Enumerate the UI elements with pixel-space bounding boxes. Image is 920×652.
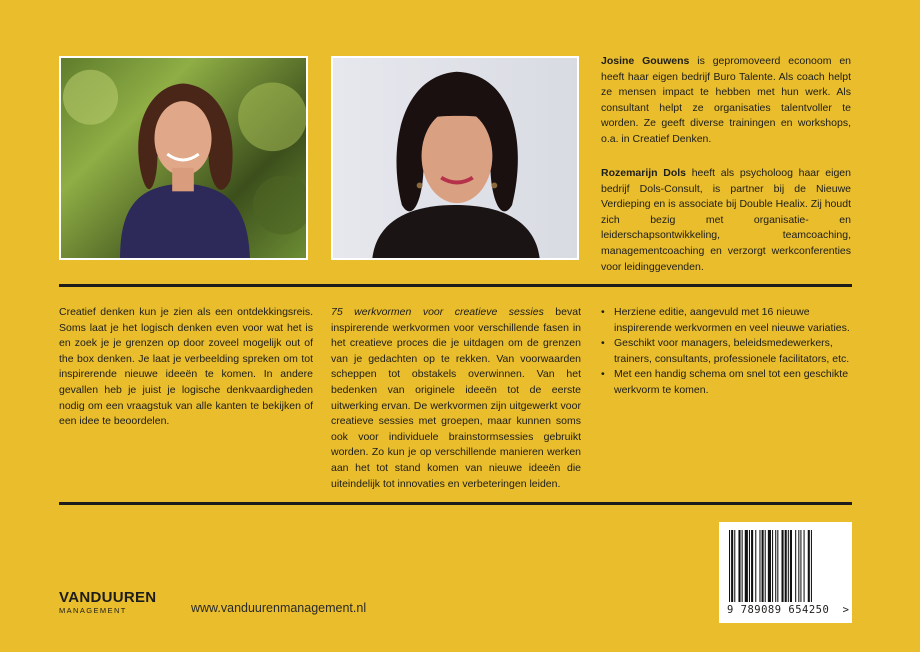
- barcode-bar: [795, 530, 796, 602]
- barcode-bar: [749, 530, 750, 602]
- barcode-bar: [751, 530, 753, 602]
- isbn-arrow: >: [842, 604, 849, 616]
- publisher-logo: [59, 590, 156, 615]
- feature-list: [601, 305, 851, 399]
- bio-josine: [601, 54, 851, 148]
- barcode-bar: [738, 530, 740, 602]
- barcode-bar: [734, 530, 735, 602]
- divider-top: [59, 284, 852, 287]
- barcode-bar: [782, 530, 784, 602]
- barcode-bar: [800, 530, 801, 602]
- book-title: 75 werkvormen voor creatieve sessies: [331, 306, 544, 318]
- author-photo-rozemarijn: [331, 56, 579, 260]
- barcode-bar: [811, 530, 812, 602]
- barcode-bar: [762, 530, 764, 602]
- bio-rozemarijn: [601, 166, 851, 275]
- barcode-bar: [759, 530, 760, 602]
- barcode: [719, 522, 852, 623]
- bio-name: Rozemarijn Dols: [601, 167, 687, 179]
- barcode-bar: [775, 530, 776, 602]
- barcode-bar: [742, 530, 743, 602]
- intro-text: Creatief denken kun je zien als een ontdekkingsreis. Soms laat je het logisch denken even voor wat het is en zoek je je grenzen op door zoveel mogelijk out of the box denken. Je laat je verbeelding spreken om tot inspirerende nieuwe ideeën te komen. In andere gevallen heb je juist je logische denkvaardigheden nodig om een vraagstuk van alle kanten te bekijken of een idee te beoordelen.: [59, 306, 313, 428]
- barcode-bar: [790, 530, 792, 602]
- bio-text: heeft als psycholoog haar eigen bedrijf Dols-Consult, is partner bij de Nieuwe Verdieping en is associate bij Double Healix. Zij houdt zich bezig met organisatie- en leiderschapsontwikkeling, teamcoaching, managementcoaching en verzorgt werkconferenties voor leidinggevenden.: [601, 167, 851, 273]
- barcode-bar: [804, 530, 805, 602]
- barcode-bar: [798, 530, 799, 602]
- barcode-bar: [785, 530, 787, 602]
- author-photo-josine: [59, 56, 308, 260]
- barcode-bar: [788, 530, 789, 602]
- feature-item: • Met een handig schema om snel tot een geschikte werkvorm te komen.: [601, 367, 851, 398]
- bio-name: Josine Gouwens: [601, 55, 690, 67]
- barcode-bar: [755, 530, 756, 602]
- barcode-bars: [729, 530, 842, 602]
- divider-bottom: [59, 502, 852, 505]
- feature-item: • Geschikt voor managers, beleidsmedewerkers, trainers, consultants, professionele facilitators, etc.: [601, 336, 851, 367]
- barcode-bar: [772, 530, 773, 602]
- feature-item: • Herziene editie, aangevuld met 16 nieuwe inspirerende werkvormen en veel nieuwe variaties.: [601, 305, 851, 336]
- publisher-website-link[interactable]: www.vanduurenmanagement.nl: [191, 601, 367, 615]
- publisher-logo-sub: MANAGEMENT: [59, 606, 127, 615]
- description-column: [331, 305, 581, 492]
- barcode-bar: [768, 530, 771, 602]
- intro-column: [59, 305, 313, 430]
- barcode-bar: [745, 530, 748, 602]
- description-text: bevat inspirerende werkvormen voor verschillende fasen in het creatieve proces die je uitdagen om de grenzen van je gedachten op te rekken. Van voorwaarden scheppen tot obstakels overwinnen. Van het bedenken van originele ideeën tot de eerste uitwerking ervan. De werkvormen zijn uitgewerkt voor creatieve sessies met groepen, maar kunnen soms ook voor individuele brainstormsessies gebruikt worden. Zo kun je op verschillende manieren werken aan het tot stand komen van nieuwe ideeën die uiteindelijk tot innovaties en verbeteringen leiden.: [331, 306, 581, 490]
- barcode-bar: [729, 530, 730, 602]
- publisher-logo-name: VANDUUREN: [59, 589, 157, 606]
- bio-text: is gepromoveerd econoom en heeft haar eigen bedrijf Buro Talente. Als coach helpt ze mensen impact te hebben met hun werk. Als consultant helpt ze organisaties talentvoller te worden. Ze geeft diverse trainingen en workshops, o.a. in Creatief Denken.: [601, 55, 851, 145]
- barcode-bar: [808, 530, 810, 602]
- isbn-number: 9 789089 654250: [727, 604, 830, 616]
- features-column: [601, 305, 851, 399]
- barcode-bar: [731, 530, 733, 602]
- barcode-bar: [777, 530, 778, 602]
- barcode-bar: [765, 530, 766, 602]
